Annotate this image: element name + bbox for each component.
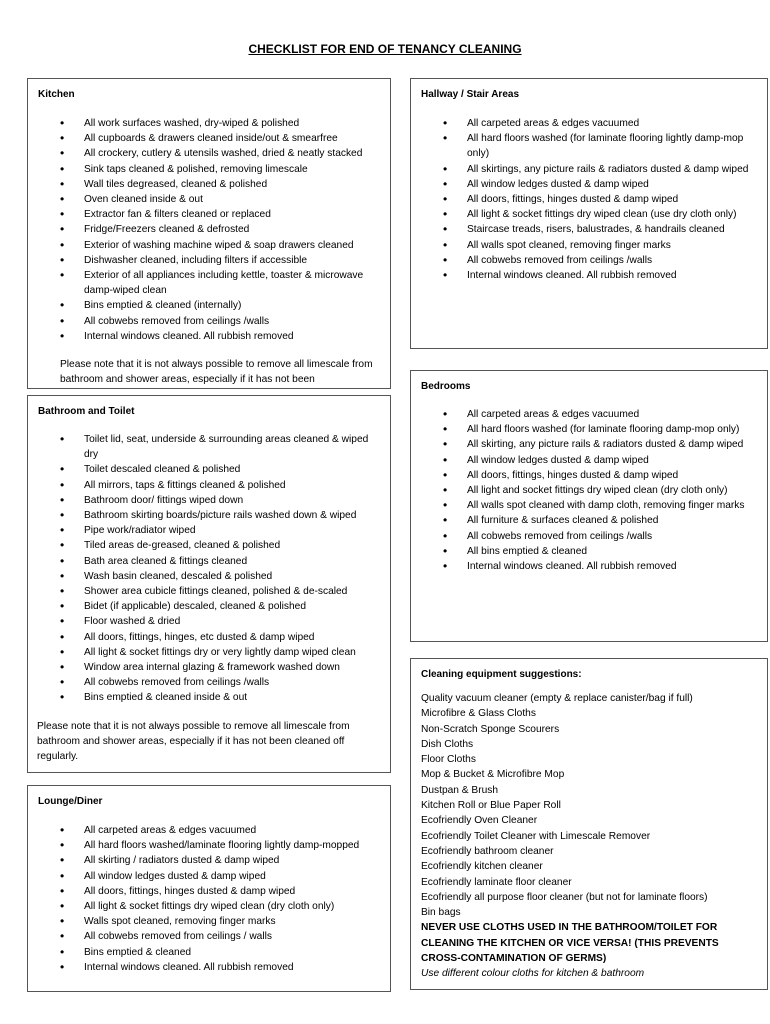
equipment-item: Ecofriendly bathroom cleaner [421, 845, 554, 857]
bathroom-note: Please note that it is not always possible to remove all limescale from bathroom and shower areas, especially if it has not been cleaned off regularly. [37, 721, 350, 763]
equipment-item: Dustpan & Brush [421, 784, 499, 796]
checklist-item: • All hard floors washed/laminate flooring lightly damp-mopped [38, 838, 384, 853]
equipment-list [421, 691, 761, 982]
checklist-item: • Floor washed & dried [38, 614, 384, 629]
checklist-item: • Sink taps cleaned & polished, removing limescale [38, 162, 384, 177]
lounge-section [27, 785, 391, 992]
lounge-checklist [38, 823, 384, 975]
kitchen-section [27, 78, 391, 389]
warning-line: NEVER USE CLOTHS USED IN THE BATHROOM/TOILET FOR [421, 922, 718, 934]
equipment-item: Dish Cloths [421, 738, 474, 750]
checklist-item: • Tiled areas de-greased, cleaned & polished [38, 538, 384, 553]
checklist-item: • Staircase treads, risers, balustrades, & handrails cleaned [421, 222, 761, 237]
kitchen-heading: Kitchen [38, 89, 75, 100]
checklist-item: • All bins emptied & cleaned [421, 544, 761, 559]
bedrooms-section [410, 370, 768, 642]
checklist-item: • All cobwebs removed from ceilings /walls [421, 529, 761, 544]
warning-line: CLEANING THE KITCHEN OR VICE VERSA! (THIS PREVENTS [421, 937, 719, 949]
bathroom-checklist [38, 432, 384, 706]
checklist-item: • Oven cleaned inside & out [38, 192, 384, 207]
checklist-item: • Internal windows cleaned. All rubbish removed [38, 329, 384, 344]
checklist-item: • All cobwebs removed from ceilings /walls [38, 314, 384, 329]
checklist-item: • All furniture & surfaces cleaned & polished [421, 513, 761, 528]
equipment-item: Ecofriendly Oven Cleaner [421, 815, 538, 827]
hallway-checklist [421, 116, 761, 283]
checklist-item: • All skirting / radiators dusted & damp wiped [38, 853, 384, 868]
checklist-item: • All doors, fittings, hinges dusted & damp wiped [38, 884, 384, 899]
checklist-item: • Toilet lid, seat, underside & surrounding areas cleaned & wiped dry [38, 432, 384, 462]
equipment-section [410, 658, 768, 990]
checklist-item: • Pipe work/radiator wiped [38, 523, 384, 538]
colour-cloth-tip: Use different colour cloths for kitchen & bathroom [421, 968, 645, 980]
equipment-item: Ecofriendly laminate floor cleaner [421, 876, 572, 888]
bathroom-heading: Bathroom and Toilet [38, 406, 135, 417]
checklist-item: • Dishwasher cleaned, including filters if accessible [38, 253, 384, 268]
checklist-item: • All hard floors washed (for laminate flooring damp-mop only) [421, 422, 761, 437]
checklist-item: • Bins emptied & cleaned (internally) [38, 298, 384, 313]
checklist-item: • Shower area cubicle fittings cleaned, polished & de-scaled [38, 584, 384, 599]
equipment-item: Non-Scratch Sponge Scourers [421, 723, 560, 735]
checklist-item: • Internal windows cleaned. All rubbish removed [421, 268, 761, 283]
checklist-item: • All light & socket fittings dry or very lightly damp wiped clean [38, 645, 384, 660]
checklist-item: • Bathroom skirting boards/picture rails washed down & wiped [38, 508, 384, 523]
checklist-item: • All cobwebs removed from ceilings /walls [421, 253, 761, 268]
checklist-item: • All skirting, any picture rails & radiators dusted & damp wiped [421, 437, 761, 452]
hallway-section [410, 78, 768, 349]
equipment-item: Quality vacuum cleaner (empty & replace canister/bag if full) [421, 693, 693, 704]
checklist-item: • All mirrors, taps & fittings cleaned & polished [38, 478, 384, 493]
checklist-item: • All walls spot cleaned with damp cloth, removing finger marks [421, 498, 761, 513]
checklist-item: • All window ledges dusted & damp wiped [421, 177, 761, 192]
equipment-item: Microfibre & Glass Cloths [421, 708, 536, 720]
hallway-heading: Hallway / Stair Areas [421, 89, 520, 100]
checklist-item: • All crockery, cutlery & utensils washed, dried & neatly stacked [38, 146, 384, 161]
equipment-item: Bin bags [421, 907, 461, 919]
checklist-item: • All carpeted areas & edges vacuumed [421, 407, 761, 422]
checklist-item: • Walls spot cleaned, removing finger marks [38, 914, 384, 929]
checklist-item: • All light & socket fittings dry wiped clean (use dry cloth only) [421, 207, 761, 222]
lounge-heading: Lounge/Diner [38, 796, 103, 807]
checklist-item: • All hard floors washed (for laminate flooring lightly damp-mop only) [421, 131, 761, 161]
checklist-item: • All window ledges dusted & damp wiped [38, 869, 384, 884]
checklist-item: • All skirtings, any picture rails & radiators dusted & damp wiped [421, 162, 761, 177]
checklist-item: • All carpeted areas & edges vacuumed [421, 116, 761, 131]
checklist-item: • Wash basin cleaned, descaled & polished [38, 569, 384, 584]
checklist-item: • All light & socket fittings dry wiped clean (dry cloth only) [38, 899, 384, 914]
checklist-item: • All doors, fittings, hinges dusted & damp wiped [421, 468, 761, 483]
checklist-item: • Exterior of washing machine wiped & soap drawers cleaned [38, 238, 384, 253]
checklist-item: • All doors, fittings, hinges, etc dusted & damp wiped [38, 630, 384, 645]
equipment-item: Ecofriendly all purpose floor cleaner (but not for laminate floors) [421, 891, 708, 903]
bedrooms-checklist [421, 407, 761, 574]
bedrooms-heading: Bedrooms [421, 381, 471, 392]
checklist-item: • Bidet (if applicable) descaled, cleaned & polished [38, 599, 384, 614]
checklist-item: • Bins emptied & cleaned inside & out [38, 690, 384, 705]
checklist-item: • All work surfaces washed, dry-wiped & polished [38, 116, 384, 131]
checklist-item: • Toilet descaled cleaned & polished [38, 462, 384, 477]
checklist-item: • All walls spot cleaned, removing finger marks [421, 238, 761, 253]
checklist-item: • Internal windows cleaned. All rubbish removed [421, 559, 761, 574]
checklist-item: • Bathroom door/ fittings wiped down [38, 493, 384, 508]
checklist-item: • All cobwebs removed from ceilings / walls [38, 929, 384, 944]
equipment-item: Floor Cloths [421, 754, 476, 766]
page-title: CHECKLIST FOR END OF TENANCY CLEANING [248, 42, 522, 56]
checklist-item: • All cobwebs removed from ceilings /walls [38, 675, 384, 690]
equipment-item: Mop & Bucket & Microfibre Mop [421, 769, 565, 781]
checklist-item: • Extractor fan & filters cleaned or replaced [38, 207, 384, 222]
checklist-item: • All cupboards & drawers cleaned inside/out & smearfree [38, 131, 384, 146]
checklist-item: • All window ledges dusted & damp wiped [421, 453, 761, 468]
checklist-item: • Wall tiles degreased, cleaned & polished [38, 177, 384, 192]
checklist-item: • Fridge/Freezers cleaned & defrosted [38, 222, 384, 237]
equipment-item: Kitchen Roll or Blue Paper Roll [421, 800, 561, 812]
equipment-item: Ecofriendly kitchen cleaner [421, 861, 543, 873]
kitchen-note: Please note that it is not always possible to remove all limescale from bathroom and shower areas, especially if it has not been [60, 359, 373, 386]
checklist-item: • All doors, fittings, hinges dusted & damp wiped [421, 192, 761, 207]
checklist-item: • Internal windows cleaned. All rubbish removed [38, 960, 384, 975]
kitchen-checklist [38, 116, 384, 344]
equipment-heading: Cleaning equipment suggestions: [421, 669, 582, 680]
checklist-item: • Window area internal glazing & framework washed down [38, 660, 384, 675]
checklist-item: • All carpeted areas & edges vacuumed [38, 823, 384, 838]
checklist-item: • All light and socket fittings dry wiped clean (dry cloth only) [421, 483, 761, 498]
warning-line: CROSS-CONTAMINATION OF GERMS) [421, 953, 607, 965]
checklist-item: • Exterior of all appliances including kettle, toaster & microwave damp-wiped clean [38, 268, 384, 298]
checklist-item: • Bins emptied & cleaned [38, 945, 384, 960]
bathroom-section [27, 395, 391, 773]
equipment-item: Ecofriendly Toilet Cleaner with Limescale Remover [421, 830, 651, 842]
checklist-item: • Bath area cleaned & fittings cleaned [38, 554, 384, 569]
